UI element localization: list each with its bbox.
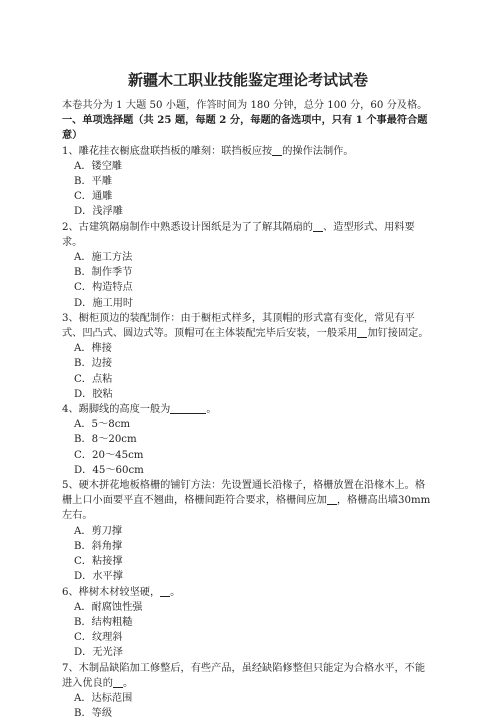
question-stem — [62, 478, 434, 524]
answer-option: C．20～45cm — [74, 449, 144, 461]
answer-option: A．镂空雕 — [74, 160, 123, 172]
answer-option: D．施工用时 — [74, 297, 134, 309]
question-text-end: 。 — [206, 404, 217, 416]
question-list — [62, 144, 434, 721]
answer-option: A．剪刀撑 — [74, 525, 123, 537]
answer-option: C．构造特点 — [74, 282, 133, 294]
question-text-end: 、造型形式、用料要求。 — [62, 221, 415, 248]
answer-blank — [357, 326, 367, 338]
answer-option: B．8～20cm — [74, 434, 137, 446]
answer-option: D．浅浮雕 — [74, 206, 123, 218]
answer-option: C．通雕 — [74, 191, 113, 203]
question-text: 4、踢脚线的高度一般为 — [62, 404, 171, 416]
answer-option: B．等级 — [74, 708, 113, 720]
question-text-end: 的操作法制作。 — [282, 145, 354, 157]
answer-blank — [170, 402, 206, 414]
answer-option: B．结构粗糙 — [74, 616, 133, 628]
answer-option: B．斜角撑 — [74, 540, 123, 552]
answer-option: A．耐腐蚀性强 — [74, 601, 143, 613]
question-stem — [62, 144, 434, 159]
answer-option: D．45～60cm — [74, 464, 144, 476]
answer-blank — [160, 585, 170, 597]
document-title: 新疆木工职业技能鉴定理论考试试卷 — [127, 71, 368, 89]
question-text: 5、硬木拼花地板格栅的铺钉方法：先设置通长沿椽子，格栅放置在沿椽木上。格栅上口小面要平直不翘曲，格栅间距符合要求，格栅间应加 — [62, 480, 426, 507]
answer-option: A．榫接 — [74, 343, 112, 355]
answer-option: A．施工方法 — [74, 252, 133, 264]
document-page — [62, 70, 434, 721]
question-stem — [62, 402, 434, 417]
question-text: 7、木制品缺陷加工修整后，有些产品，虽经缺陷修整但只能定为合格水平，不能进入优良的 — [62, 662, 426, 689]
question-text-end: 。 — [170, 586, 181, 598]
question-text-end: 。 — [122, 677, 134, 689]
question-text: 2、古建筑隔扇制作中熟悉设计图纸是为了了解其隔扇的 — [62, 221, 313, 233]
answer-blank — [313, 220, 323, 232]
answer-option: A．5～8cm — [74, 419, 131, 431]
answer-option: B．平雕 — [74, 176, 113, 188]
answer-option: C．粘接撑 — [74, 556, 123, 568]
exam-intro: 本卷共分为 1 大题 50 小题，作答时间为 180 分钟，总分 100 分，60 分及格。 — [62, 100, 428, 111]
answer-option: C．点粘 — [74, 373, 113, 385]
answer-option: D．胶粘 — [74, 388, 113, 400]
answer-option: D．水平撑 — [74, 571, 123, 583]
answer-option: C．纹理斜 — [74, 632, 123, 644]
answer-blank — [113, 676, 123, 688]
answer-blank — [327, 493, 337, 505]
answer-option: D．无光泽 — [74, 647, 123, 659]
question-stem — [62, 220, 434, 250]
question-text-end: ，格栅高出墙30mm左右。 — [62, 495, 431, 522]
question-text-end: 加钉接固定。 — [367, 328, 429, 340]
question-stem — [62, 311, 434, 341]
question-stem — [62, 585, 434, 600]
answer-option: B．制作季节 — [74, 267, 133, 279]
section-heading: 一、单项选择题（共 25 题，每题 2 分，每题的备选项中，只有 1 个事最符合题意） — [62, 114, 428, 142]
answer-blank — [272, 144, 282, 156]
question-text: 1、雕花挂衣橱底盘联挡板的雕刻：联挡板应按 — [62, 145, 273, 157]
question-text: 6、桦树木材较坚硬， — [62, 586, 161, 598]
answer-option: B．边接 — [74, 358, 113, 370]
answer-option: A．达标范围 — [74, 692, 133, 704]
question-text: 3、橱柜顶边的装配制作：由于橱柜式样多，其顶帽的形式富有变化，常见有平式、凹凸式、圆边式等。顶帽可在主体装配完毕后安装，一般采用 — [62, 312, 415, 340]
question-stem — [62, 661, 434, 691]
